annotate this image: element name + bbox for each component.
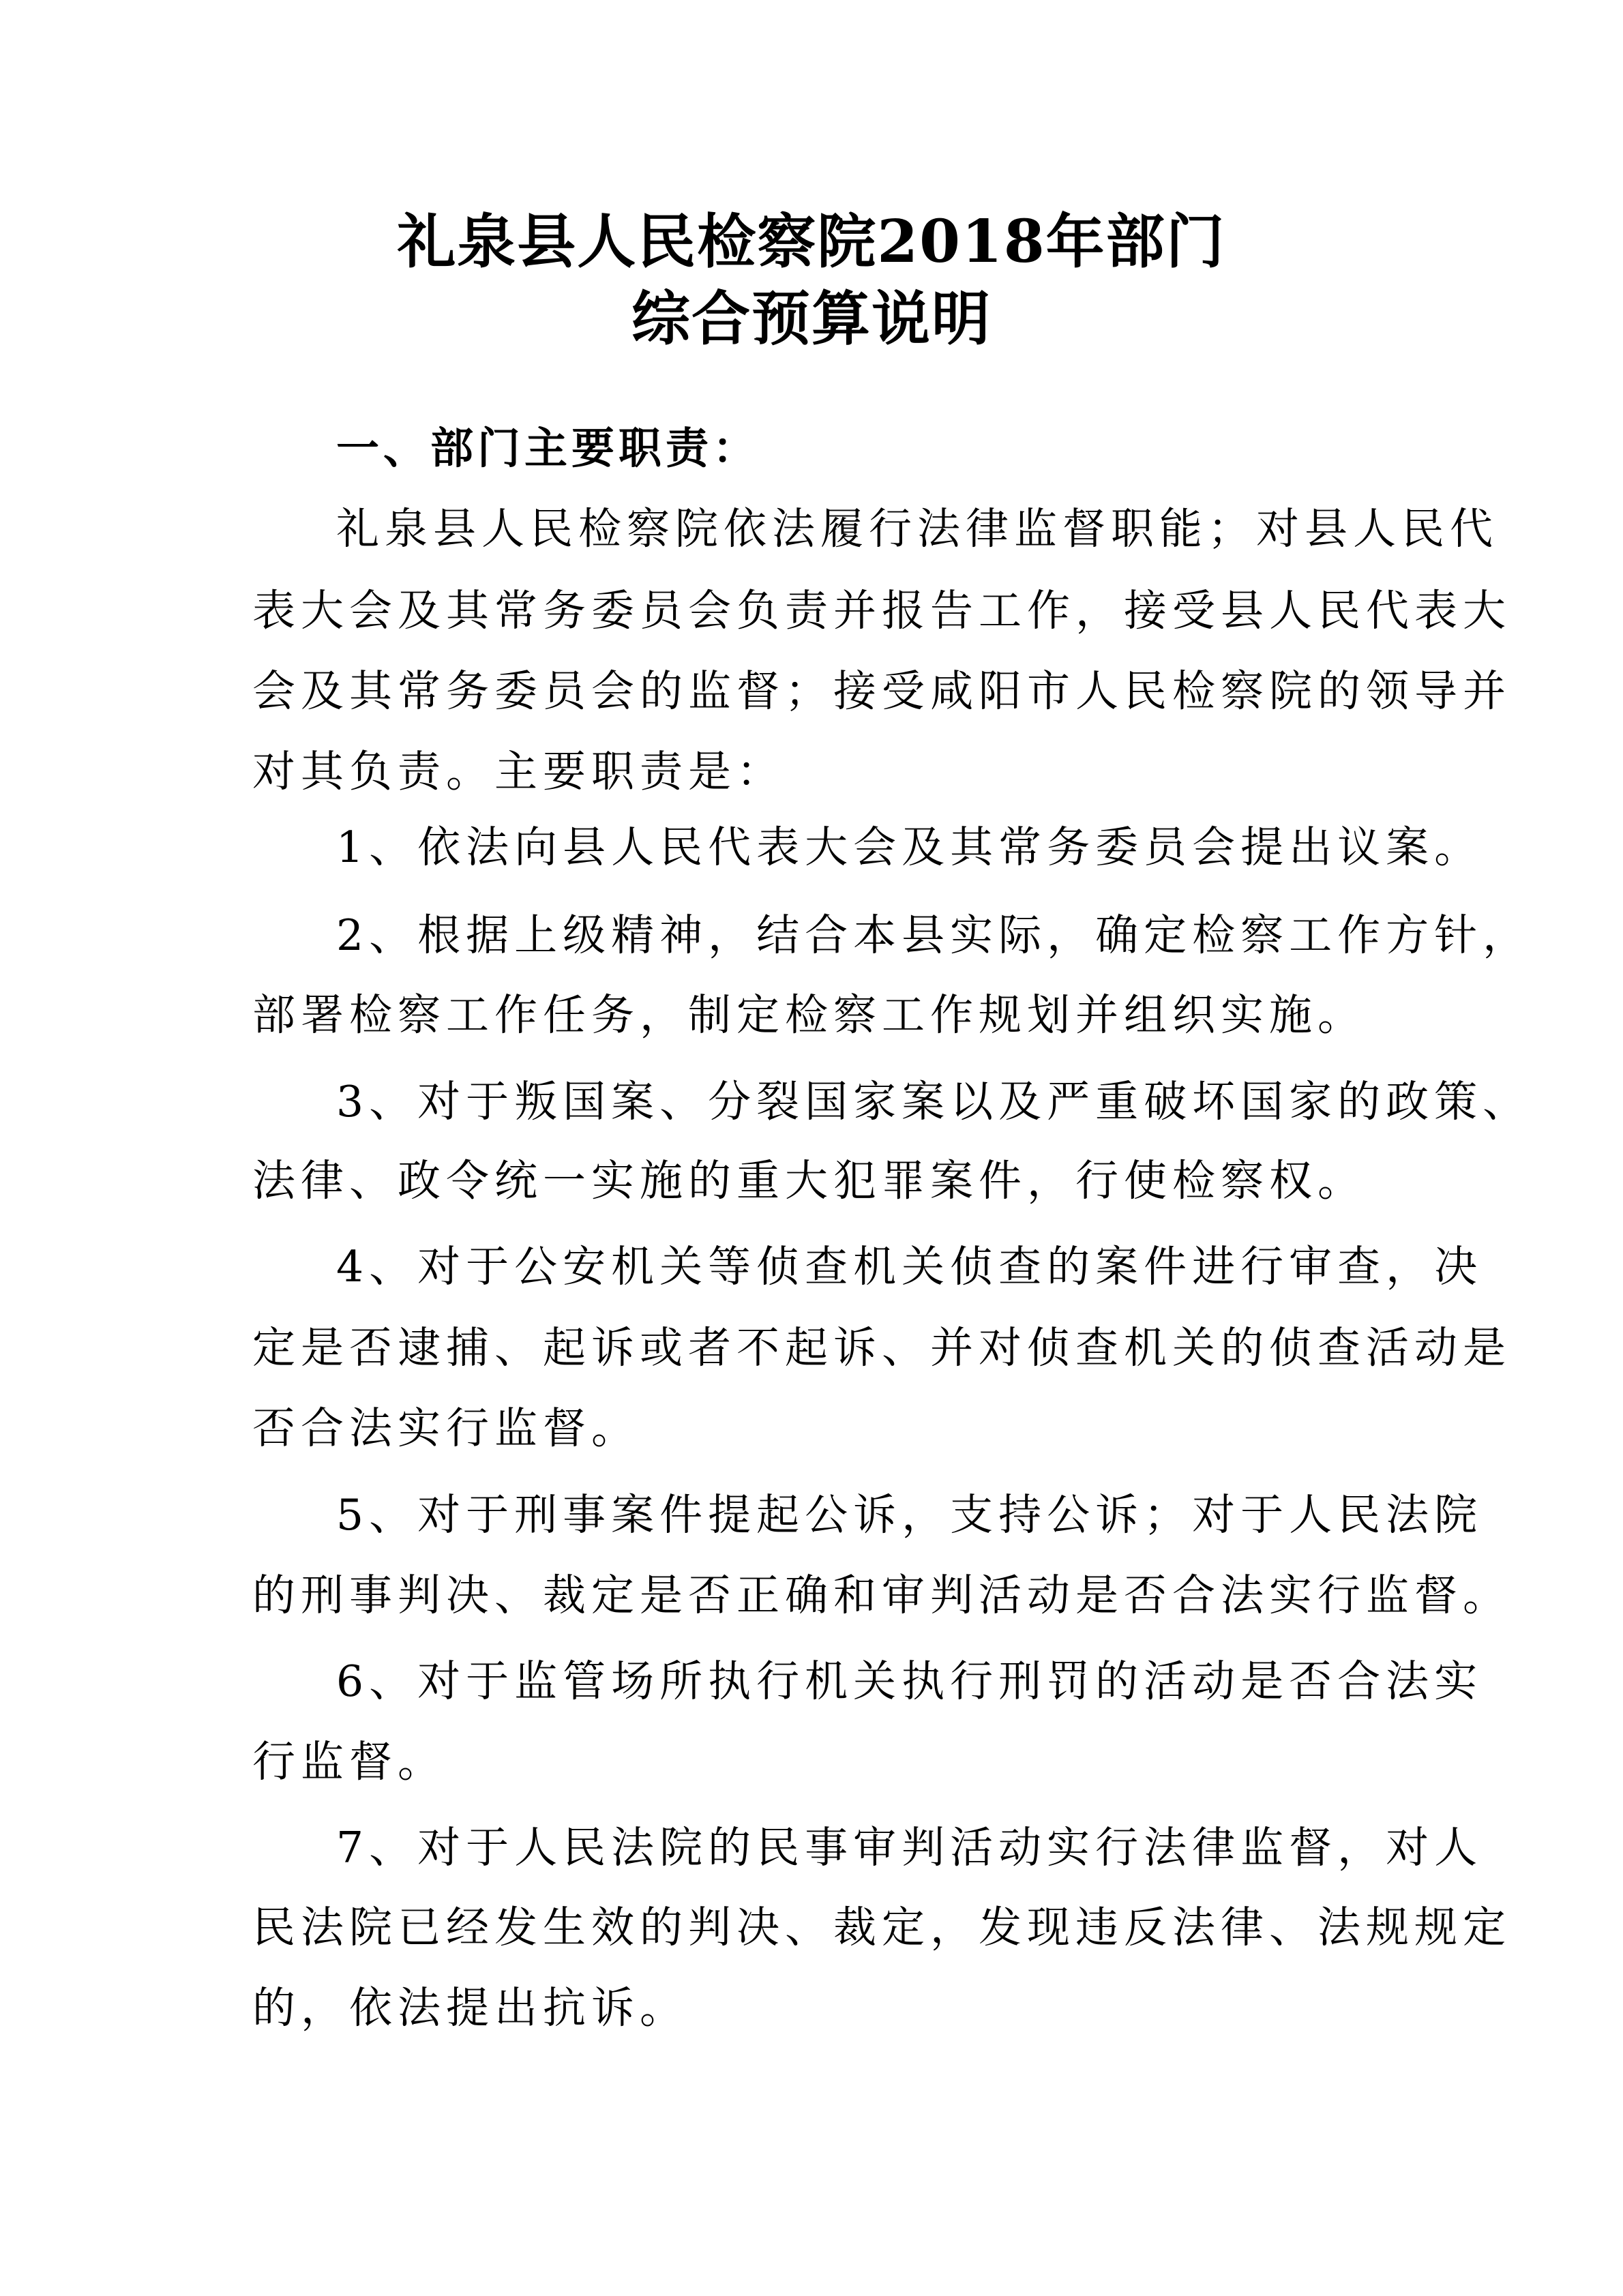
paragraph-line: 部署检察工作任务，制定检察工作规划并组织实施。 [252,990,1366,1040]
list-item: 3、对于叛国案、分裂国家案以及严重破坏国家的政策、 [336,1077,1532,1127]
paragraph-line: 的刑事判决、裁定是否正确和审判活动是否合法实行监督。 [252,1570,1511,1620]
list-item: 7、对于人民法院的民事审判活动实行法律监督，对人 [336,1823,1483,1873]
paragraph-line: 的，依法提出抗诉。 [252,1983,688,2033]
list-item: 5、对于刑事案件提起公诉，支持公诉；对于人民法院 [336,1490,1483,1540]
list-item: 1、依法向县人民代表大会及其常务委员会提出议案。 [336,822,1483,872]
paragraph-line: 礼泉县人民检察院依法履行法律监督职能；对县人民代 [336,504,1498,554]
section-heading: 一、部门主要职责： [336,423,760,473]
paragraph-line: 会及其常务委员会的监督；接受咸阳市人民检察院的领导并 [252,666,1511,716]
paragraph-line: 民法院已经发生效的判决、裁定，发现违反法律、法规规定 [252,1903,1511,1952]
document-title-line-1: 礼泉县人民检察院2018年部门 [397,207,1226,276]
paragraph-line: 法律、政令统一实施的重大犯罪案件，行使检察权。 [252,1156,1366,1206]
list-item: 2、根据上级精神，结合本县实际，确定检察工作方针， [336,910,1532,960]
paragraph-line: 对其负责。主要职责是： [252,747,785,796]
paragraph-line: 行监督。 [252,1737,446,1787]
document-title-line-2: 综合预算说明 [631,284,992,353]
list-item: 6、对于监管场所执行机关执行刑罚的活动是否合法实 [336,1656,1483,1706]
paragraph-line: 表大会及其常务委员会负责并报告工作，接受县人民代表大 [252,586,1511,636]
paragraph-line: 定是否逮捕、起诉或者不起诉、并对侦查机关的侦查活动是 [252,1323,1511,1373]
list-item: 4、对于公安机关等侦查机关侦查的案件进行审查，决 [336,1242,1483,1292]
paragraph-line: 否合法实行监督。 [252,1403,640,1453]
